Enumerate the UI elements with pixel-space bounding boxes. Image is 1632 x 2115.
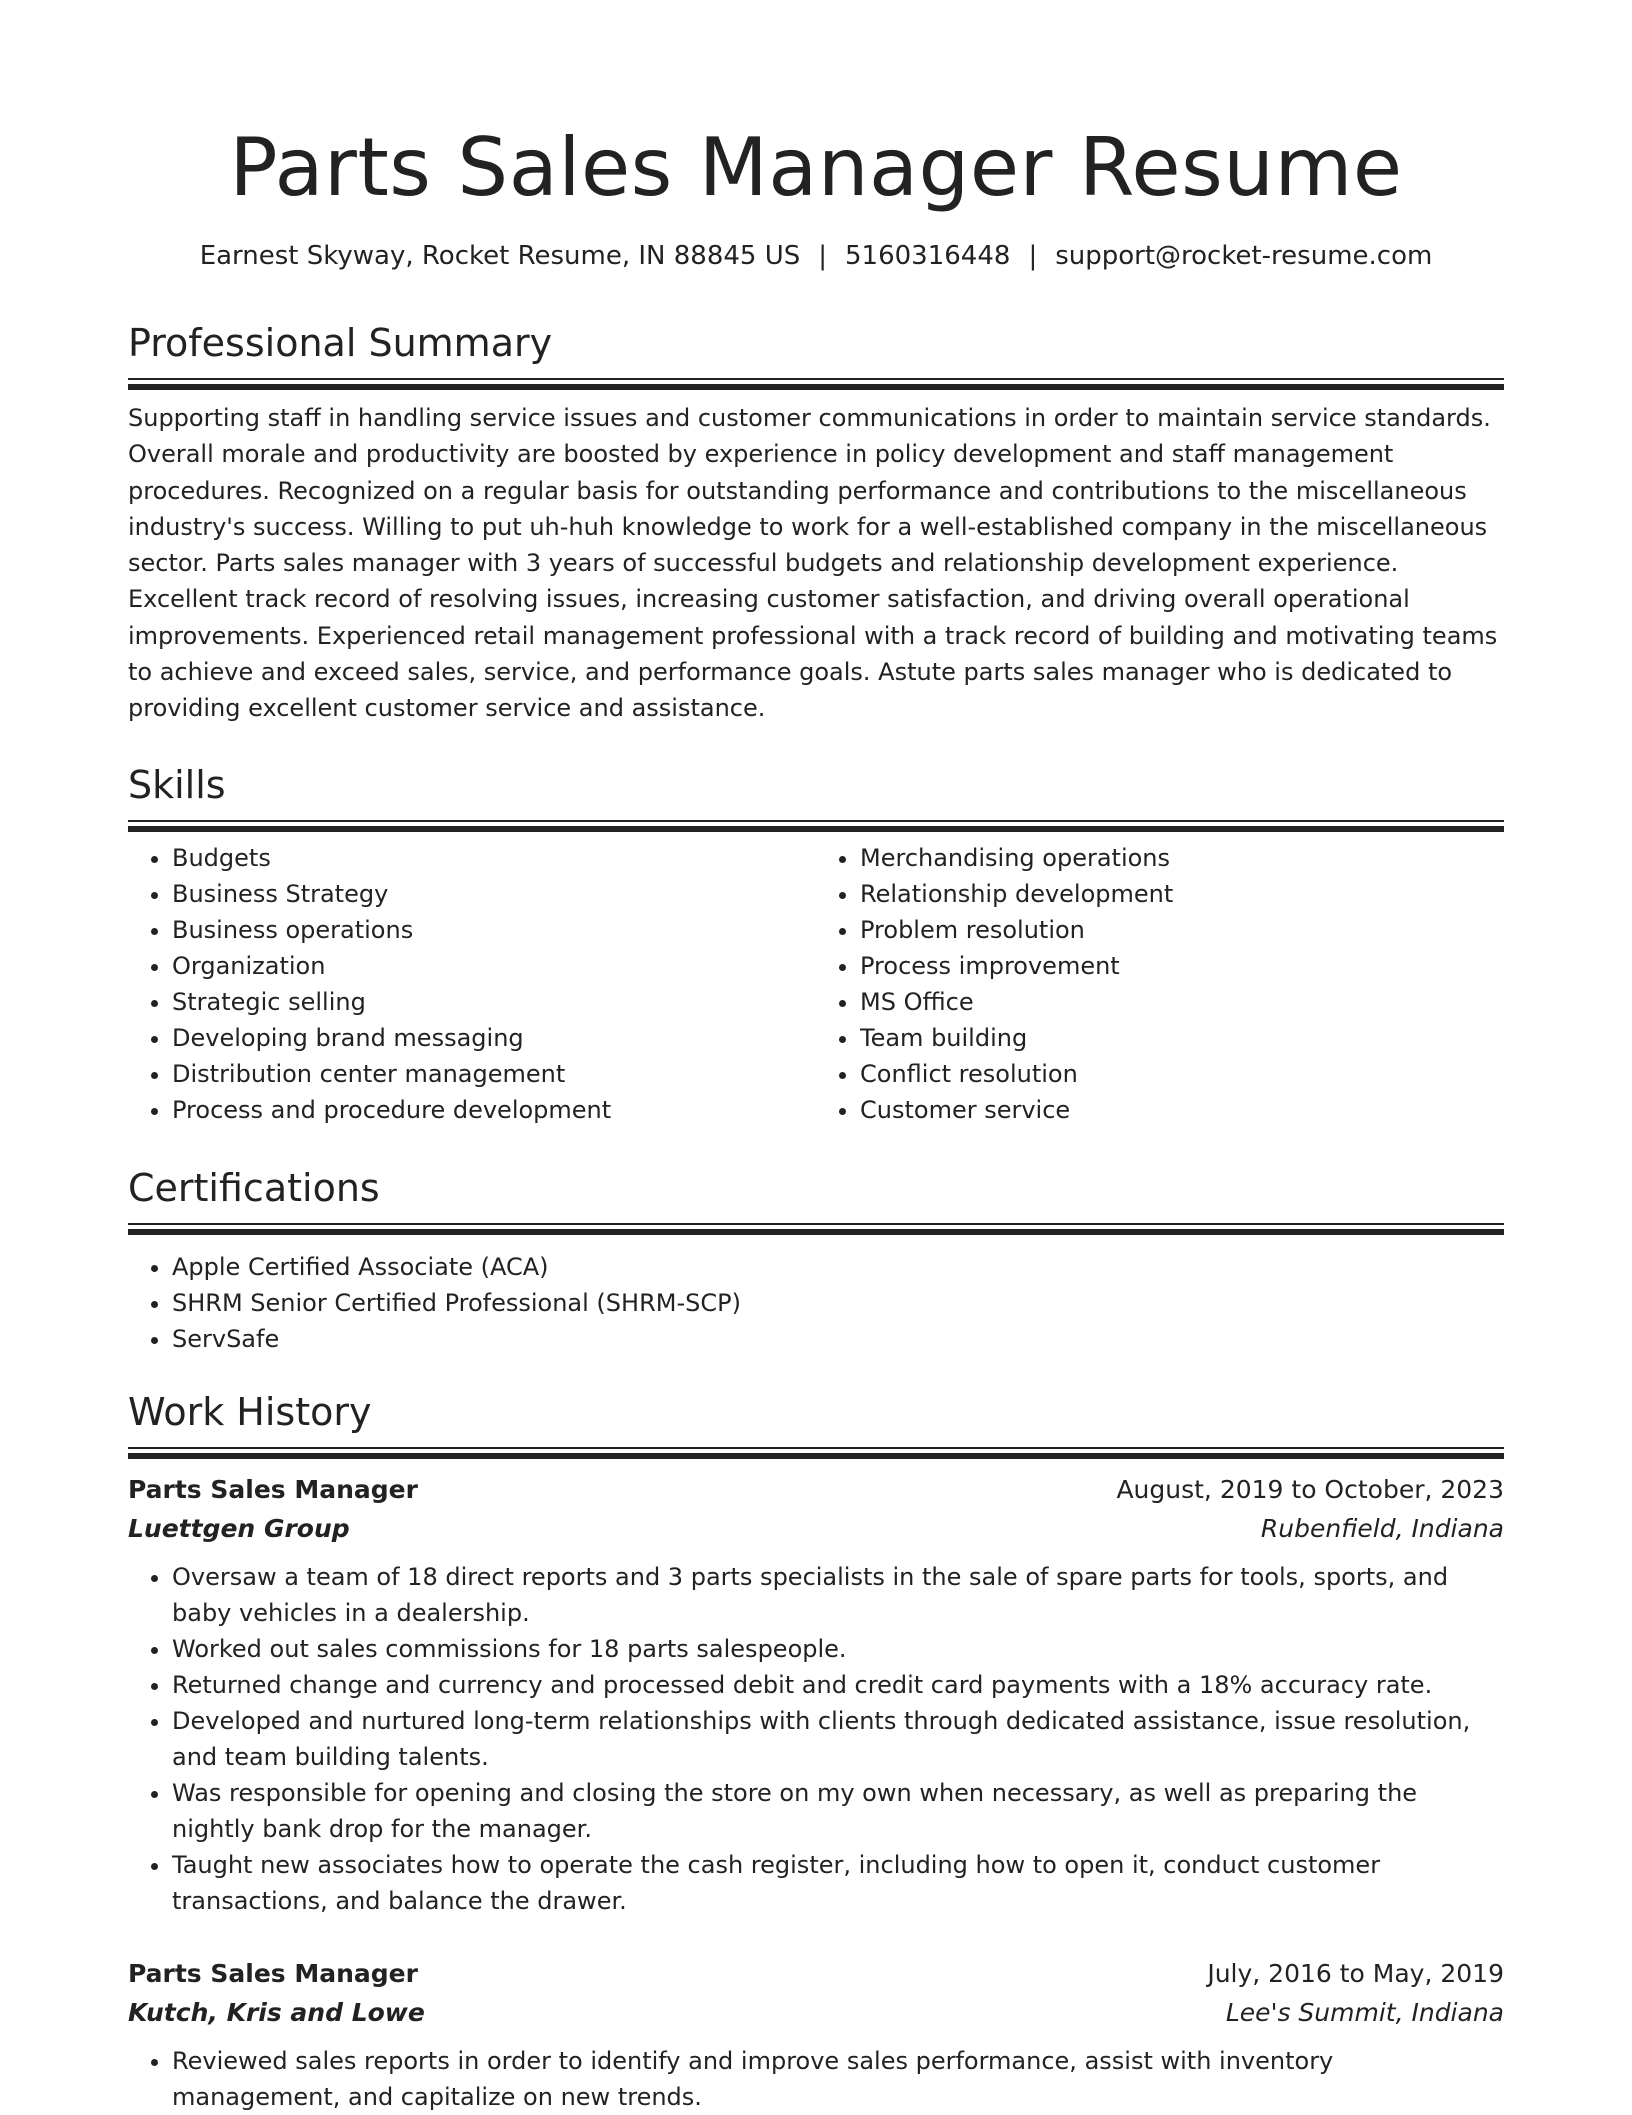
job-entry: [128, 1471, 1504, 1919]
skills-list-right: [816, 840, 1504, 1128]
certification-item: • ServSafe: [172, 1321, 1504, 1357]
skill-item: • Merchandising operations: [860, 840, 1504, 876]
skills-list-left: [128, 840, 816, 1128]
skill-item: • Budgets: [172, 840, 816, 876]
summary-text: Supporting staff in handling service issues and customer communications in order to maintain service standards. Overall morale and productivity are boosted by experience in policy development and staff management procedures. Recognized on a regular basis for outstanding performance and contributions to the miscellaneous industry's success. Willing to put uh-huh knowledge to work for a well-established company in the miscellaneous sector. Parts sales manager with 3 years of successful budgets and relationship development experience. Excellent track record of resolving issues, increasing customer satisfaction, and driving overall operational improvements. Experienced retail management professional with a track record of building and motivating teams to achieve and exceed sales, service, and performance goals. Astute parts sales manager who is dedicated to providing excellent customer service and assistance.: [128, 404, 1498, 723]
job-bullet: • Oversaw a team of 18 direct reports and 3 parts specialists in the sale of spare parts for tools, sports, and baby vehicles in a dealership.: [172, 1559, 1504, 1631]
skill-item: • Process improvement: [860, 948, 1504, 984]
skill-item: • Team building: [860, 1020, 1504, 1056]
job-location: Rubenfield, Indiana: [1260, 1514, 1504, 1543]
job-bullet: • Taught new associates how to operate the cash register, including how to open it, conduct customer transactions, and balance the drawer.: [172, 1847, 1504, 1919]
certifications-section: [128, 1163, 1504, 1357]
skill-item: • MS Office: [860, 984, 1504, 1020]
skill-item: • Strategic selling: [172, 984, 816, 1020]
contact-separator: |: [818, 241, 828, 271]
section-divider: [128, 1223, 1504, 1235]
skill-item: • Business operations: [172, 912, 816, 948]
section-heading: Professional Summary: [128, 321, 553, 365]
contact-address: Earnest Skyway, Rocket Resume, IN 88845 US: [199, 241, 801, 271]
certifications-list: [128, 1249, 1504, 1357]
job-bullet: • Was responsible for opening and closing the store on my own when necessary, as well as preparing the nightly bank drop for the manager.: [172, 1775, 1504, 1847]
skill-item: • Conflict resolution: [860, 1056, 1504, 1092]
certification-item: • Apple Certified Associate (ACA): [172, 1249, 1504, 1285]
job-dates: August, 2019 to October, 2023: [1116, 1475, 1504, 1504]
section-divider: [128, 820, 1504, 832]
job-header: [128, 1955, 1504, 1993]
contact-phone: 5160316448: [845, 241, 1011, 271]
section-heading: Skills: [128, 763, 226, 807]
work-history-section: [128, 1387, 1504, 2115]
skill-item: • Process and procedure development: [172, 1092, 816, 1128]
skill-item: • Customer service: [860, 1092, 1504, 1128]
job-subheader: [128, 1509, 1504, 1549]
job-bullets: [128, 1559, 1504, 1919]
job-entry: [128, 1955, 1504, 2115]
skills-section: [128, 760, 1504, 1128]
skill-item: • Business Strategy: [172, 876, 816, 912]
contact-email: support@rocket-resume.com: [1055, 241, 1433, 271]
section-divider: [128, 1447, 1504, 1459]
skill-item: • Organization: [172, 948, 816, 984]
job-company: Luettgen Group: [128, 1514, 350, 1543]
summary-section: [128, 318, 1504, 727]
contact-line: [0, 238, 1632, 274]
skill-item: • Relationship development: [860, 876, 1504, 912]
job-header: [128, 1471, 1504, 1509]
skills-columns: [128, 840, 1504, 1128]
skill-item: • Distribution center management: [172, 1056, 816, 1092]
skill-item: • Problem resolution: [860, 912, 1504, 948]
section-heading: Work History: [128, 1390, 372, 1434]
job-subheader: [128, 1993, 1504, 2033]
section-divider: [128, 378, 1504, 390]
job-company: Kutch, Kris and Lowe: [128, 1998, 425, 2027]
job-bullets: [128, 2043, 1504, 2115]
job-title: Parts Sales Manager: [128, 1959, 418, 1988]
job-bullet: • Returned change and currency and processed debit and credit card payments with a 18% accuracy rate.: [172, 1667, 1504, 1703]
contact-separator: |: [1028, 241, 1038, 271]
job-dates: July, 2016 to May, 2019: [1207, 1959, 1504, 1988]
job-bullet: • Worked out sales commissions for 18 parts salespeople.: [172, 1631, 1504, 1667]
job-location: Lee's Summit, Indiana: [1225, 1998, 1504, 2027]
job-bullet: • Reviewed sales reports in order to identify and improve sales performance, assist with inventory management, and capitalize on new trends.: [172, 2043, 1504, 2115]
certification-item: • SHRM Senior Certified Professional (SHRM-SCP): [172, 1285, 1504, 1321]
job-title: Parts Sales Manager: [128, 1475, 418, 1504]
job-bullet: • Developed and nurtured long-term relationships with clients through dedicated assistance, issue resolution, and team building talents.: [172, 1703, 1504, 1775]
skill-item: • Developing brand messaging: [172, 1020, 816, 1056]
resume-title: Parts Sales Manager Resume: [229, 121, 1403, 214]
section-heading: Certifications: [128, 1166, 380, 1210]
